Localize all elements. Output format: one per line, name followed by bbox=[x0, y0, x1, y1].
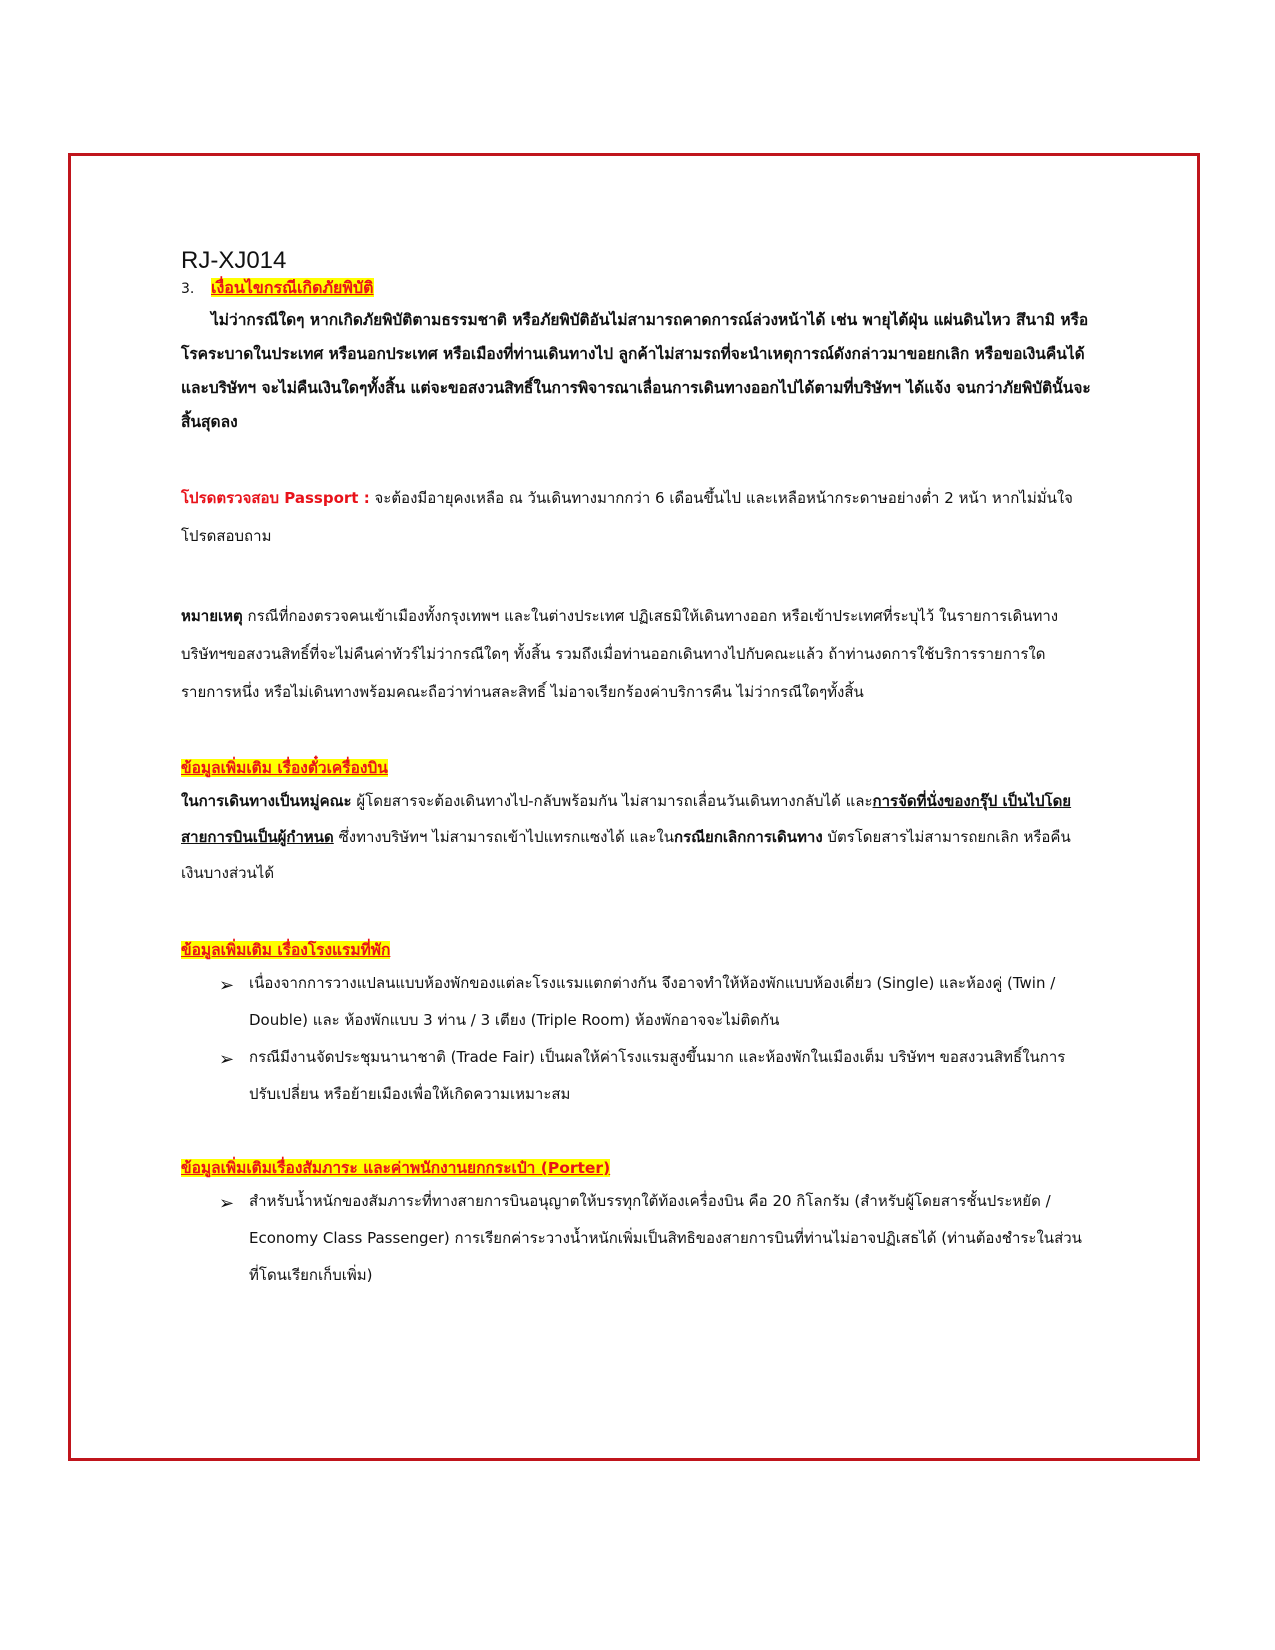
remark-note bbox=[181, 597, 1091, 711]
passport-label: โปรดตรวจสอบ Passport : bbox=[181, 489, 370, 507]
ticket-seat-arrangement: การจัดที่นั่งของกรุ๊ป เป็นไปโดยสายการบินเป็นผู้กำหนด bbox=[181, 792, 1072, 846]
document-content bbox=[181, 248, 1091, 1294]
section-number: 3. bbox=[181, 281, 195, 297]
arrow-bullet-icon: ➢ bbox=[219, 1193, 235, 1214]
remark-text: กรณีที่กองตรวจคนเข้าเมืองทั้งกรุงเทพฯ และในต่างประเทศ ปฏิเสธมิให้เดินทางออก หรือเข้าประเทศที่ระบุไว้ ในรายการเดินทาง บริษัทฯขอสงวนสิทธิ์ที่จะไม่คืนค่าทัวร์ไม่ว่ากรณีใดๆ ทั้งสิ้น รวมถึงเมื่อท่านออกเดินทางไปกับคณะแล้ว ถ้าท่านงดการใช้บริการรายการใดรายการหนึ่ง หรือไม่เดินทางพร้อมคณะถือว่าท่านสละสิทธิ์ ไม่อาจเรียกร้องค่าบริการคืน ไม่ว่ากรณีใดๆทั้งสิ้น bbox=[181, 607, 1059, 701]
ticket-body bbox=[181, 783, 1091, 891]
disaster-heading-label: เงื่อนไขกรณีเกิดภัยพิบัติ bbox=[211, 278, 374, 297]
hotel-item-text: กรณีมีงานจัดประชุมนานาชาติ (Trade Fair) เป็นผลให้ค่าโรงแรมสูงขึ้นมาก และห้องพักในเมืองเต็ม บริษัทฯ ขอสงวนสิทธิ์ในการปรับเปลี่ยน หรือย้ายเมืองเพื่อให้เกิดความเหมาะสม bbox=[249, 1048, 1066, 1103]
hotel-heading-label: ข้อมูลเพิ่มเติม เรื่องโรงแรมที่พัก bbox=[181, 941, 391, 959]
baggage-item-text: สำหรับน้ำหนักของสัมภาระที่ทางสายการบินอนุญาตให้บรรทุกใต้ท้องเครื่องบิน คือ 20 กิโลกรัม (สำหรับผู้โดยสารชั้นประหยัด / Economy Class Passenger) การเรียกค่าระวางน้ำหนักเพิ่มเป็นสิทธิของสายการบินที่ท่านไม่อาจปฏิเสธได้ (ท่านต้องชำระในส่วนที่โดนเรียกเก็บเพิ่ม) bbox=[249, 1192, 1082, 1284]
list-item bbox=[219, 965, 1091, 1039]
disaster-heading bbox=[181, 274, 1091, 303]
hotel-heading bbox=[181, 935, 1091, 965]
hotel-item-text: เนื่องจากการวางแปลนแบบห้องพักของแต่ละโรงแรมแตกต่างกัน จึงอาจทำให้ห้องพักแบบห้องเดี่ยว (Single) และห้องคู่ (Twin / Double) และ ห้องพักแบบ 3 ท่าน / 3 เตียง (Triple Room) ห้องพักอาจจะไม่ติดกัน bbox=[249, 974, 1056, 1029]
page-frame bbox=[68, 153, 1200, 1461]
document-code: RJ-XJ014 bbox=[181, 247, 287, 274]
ticket-text-3: บัตรโดยสารไม่สามารถยกเลิก หรือคืนเงินบางส่วนได้ bbox=[181, 828, 1071, 882]
disaster-body: ไม่ว่ากรณีใดๆ หากเกิดภัยพิบัติตามธรรมชาติ หรือภัยพิบัติอันไม่สามารถคาดการณ์ล่วงหน้าได้ เช่น พายุไต้ฝุ่น แผ่นดินไหว สึนามิ หรือโรคระบาดในประเทศ หรือนอกประเทศ หรือเมืองที่ท่านเดินทางไป ลูกค้าไม่สามรถที่จะนำเหตุการณ์ดังกล่าวมาขอยกเลิก หรือขอเงินคืนได้ และบริษัทฯ จะไม่คืนเงินใดๆทั้งสิ้น แต่จะขอสงวนสิทธิ์ในการพิจารณาเลื่อนการเดินทางออกไปได้ตามที่บริษัทฯ ได้แจ้ง จนกว่าภัยพิบัตินั้นจะสิ้นสุดลง bbox=[181, 311, 1091, 431]
hotel-list bbox=[181, 965, 1091, 1113]
baggage-heading-label: ข้อมูลเพิ่มเติมเรื่องสัมภาระ และค่าพนักงานยกกระเป๋า (Porter) bbox=[181, 1159, 611, 1177]
remark-label: หมายเหตุ bbox=[181, 607, 243, 625]
passport-text: จะต้องมีอายุคงเหลือ ณ วันเดินทางมากกว่า 6 เดือนขึ้นไป และเหลือหน้ากระดาษอย่างต่ำ 2 หน้า หากไม่มั่นใจโปรดสอบถาม bbox=[181, 489, 1073, 545]
ticket-heading-label: ข้อมูลเพิ่มเติม เรื่องตั๋วเครื่องบิน bbox=[181, 759, 388, 777]
list-item bbox=[219, 1039, 1091, 1113]
passport-note bbox=[181, 479, 1091, 555]
ticket-heading bbox=[181, 753, 1091, 783]
ticket-cancellation: กรณียกเลิกการเดินทาง bbox=[674, 828, 823, 846]
baggage-heading bbox=[181, 1153, 1091, 1183]
arrow-bullet-icon: ➢ bbox=[219, 1049, 235, 1070]
ticket-group-travel: ในการเดินทางเป็นหมู่คณะ bbox=[181, 792, 352, 810]
ticket-text-2: ซึ่งทางบริษัทฯ ไม่สามารถเข้าไปแทรกแซงได้ และใน bbox=[333, 828, 674, 846]
ticket-text-1: ผู้โดยสารจะต้องเดินทางไป-กลับพร้อมกัน ไม่สามารถเลื่อนวันเดินทางกลับได้ และ bbox=[351, 792, 873, 810]
list-item bbox=[219, 1183, 1091, 1294]
baggage-list bbox=[181, 1183, 1091, 1294]
arrow-bullet-icon: ➢ bbox=[219, 975, 235, 996]
